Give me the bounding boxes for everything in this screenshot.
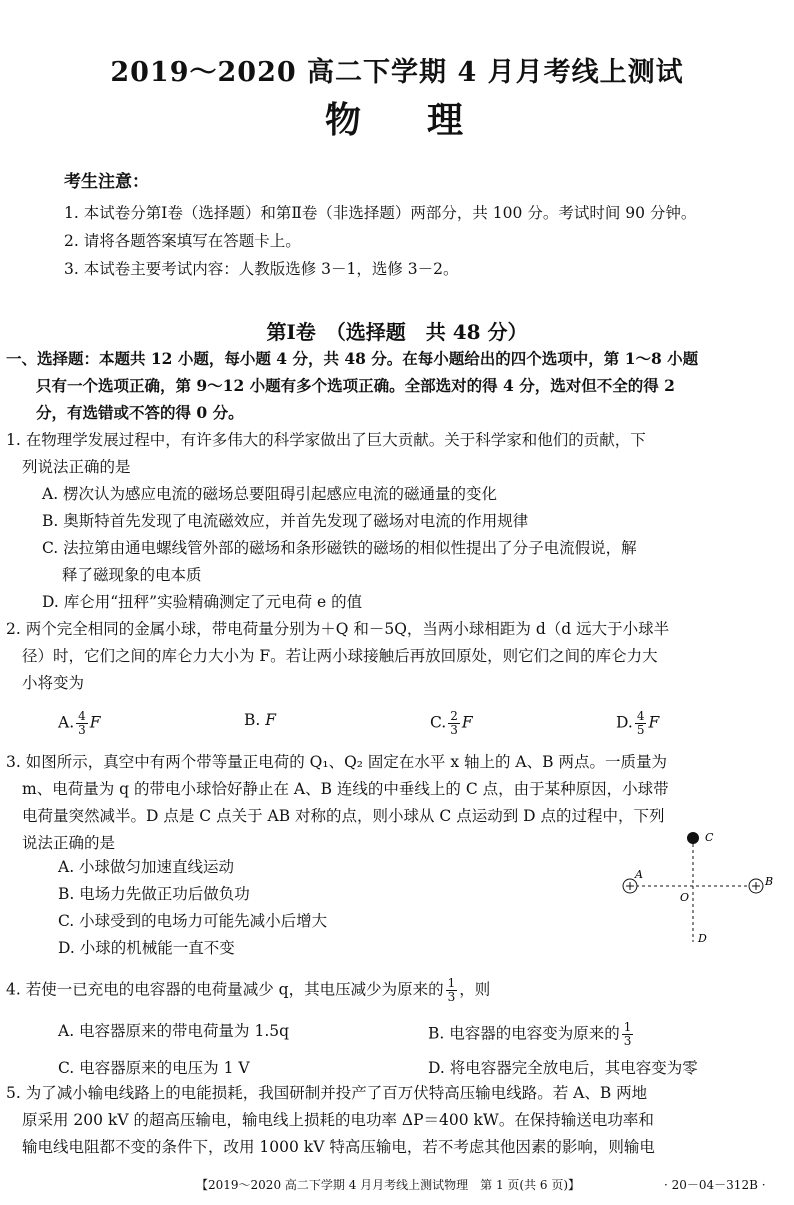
q1-option-a: A. 楞次认为感应电流的磁场总要阻碍引起感应电流的磁通量的变化 [42, 485, 498, 503]
q2-stem-2: 径）时，它们之间的库仑力大小为 F。若让两小球接触后再放回原处，则它们之间的库仑力大 [22, 647, 658, 665]
q3-stem-2: m、电荷量为 q 的带电小球恰好静止在 A、B 连线的中垂线上的 C 点，由于某种原因，小球带 [22, 780, 669, 798]
label-o: O [680, 891, 690, 904]
label-a: A [635, 868, 643, 881]
label-c: C [705, 831, 714, 844]
notice-heading: 考生注意： [64, 172, 149, 192]
label-b: B [765, 875, 774, 888]
q2-option-c: C. $\frac{2}{3}$ F [430, 709, 473, 737]
instructions-line-1: 一、选择题：本题共 12 小题，每小题 4 分，共 48 分。在每小题给出的四个选项中，第 1～8 小题 [6, 349, 699, 368]
q4-option-d: D. 将电容器完全放电后，其电容变为零 [428, 1059, 698, 1077]
subject-char-1: 物 [324, 99, 367, 141]
q3-stem-4: 说法正确的是 [22, 834, 116, 852]
section-title: 第Ⅰ卷 （选择题 共 48 分） [266, 320, 528, 344]
instructions-line-2: 只有一个选项正确，第 9～12 小题有多个选项正确。全部选对的得 4 分，选对但不全的得 2 [36, 376, 675, 395]
footer-code: · 20－04－312B · [664, 1178, 766, 1192]
q4-option-b: B. 电容器的电容变为原来的 $\frac{1}{3}$ [428, 1020, 632, 1048]
instructions-line-3: 分，有选错或不答的得 0 分。 [36, 403, 244, 422]
q5-stem-1: 5. 为了减小输电线路上的电能损耗，我国研制并投产了百万伏特高压输电线路。若 A、B 两地 [6, 1084, 648, 1102]
q2-option-b: B. F [244, 711, 277, 729]
q2-stem-3: 小将变为 [22, 674, 85, 692]
q3-option-d: D. 小球的机械能一直不变 [58, 939, 235, 957]
q2-option-d: D. $\frac{4}{5}$ F [616, 709, 660, 737]
q3-option-b: B. 电场力先做正功后做负功 [58, 885, 250, 903]
q3-option-a: A. 小球做匀加速直线运动 [58, 858, 235, 876]
notice-item-1: 1. 本试卷分第Ⅰ卷（选择题）和第Ⅱ卷（非选择题）两部分，共 100 分。考试时间 90 分钟。 [64, 204, 697, 222]
subject-char-2: 理 [427, 99, 470, 141]
subject-title [0, 92, 794, 143]
q5-stem-2: 原采用 200 kV 的超高压输电，输电线上损耗的电功率 ΔP＝400 kW。在保持输送电功率和 [22, 1111, 654, 1129]
notice-item-2: 2. 请将各题答案填写在答题卡上。 [64, 232, 301, 250]
footer-page-info: 【2019～2020 高二下学期 4 月月考线上测试物理 第 1 页(共 6 页)】 [196, 1178, 581, 1192]
q4-option-a: A. 电容器原来的带电荷量为 1.5q [58, 1022, 290, 1040]
q1-stem-2: 列说法正确的是 [22, 458, 131, 476]
charge-figure [612, 826, 782, 948]
notice-item-3: 3. 本试卷主要考试内容：人教版选修 3－1，选修 3－2。 [64, 260, 459, 278]
label-d: D [698, 932, 707, 945]
q4-option-c: C. 电容器原来的电压为 1 V [58, 1059, 250, 1077]
q1-stem-1: 1. 在物理学发展过程中，有许多伟大的科学家做出了巨大贡献。关于科学家和他们的贡献，下 [6, 431, 646, 449]
q3-stem-1: 3. 如图所示，真空中有两个带等量正电荷的 Q₁、Q₂ 固定在水平 x 轴上的 A、B 两点。一质量为 [6, 753, 667, 771]
q3-stem-3: 电荷量突然减半。D 点是 C 点关于 AB 对称的点，则小球从 C 点运动到 D 点的过程中，下列 [22, 807, 665, 825]
q1-option-d: D. 库仑用“扭秤”实验精确测定了元电荷 e 的值 [42, 593, 363, 611]
q3-option-c: C. 小球受到的电场力可能先减小后增大 [58, 912, 328, 930]
q1-option-c-1: C. 法拉第由通电螺线管外部的磁场和条形磁铁的磁场的相似性提出了分子电流假说，解 [42, 539, 637, 557]
ball-c [687, 832, 699, 844]
q1-option-b: B. 奥斯特首先发现了电流磁效应，并首先发现了磁场对电流的作用规律 [42, 512, 529, 530]
q2-option-a: A. $\frac{4}{3}$ F [58, 709, 101, 737]
q1-option-c-2: 释了磁现象的电本质 [62, 566, 202, 584]
q4-stem: 4. 若使一已充电的电容器的电荷量减少 q，其电压减少为原来的 $\frac{1}{3}$ ，则 [6, 976, 491, 1004]
exam-title: 2019～2020 高二下学期 4 月月考线上测试 [110, 57, 684, 88]
q2-stem-1: 2. 两个完全相同的金属小球，带电荷量分别为＋Q 和－5Q，当两小球相距为 d（d 远大于小球半 [6, 620, 670, 638]
q5-stem-3: 输电线电阻都不变的条件下，改用 1000 kV 特高压输电，若不考虑其他因素的影响，则输电 [22, 1138, 655, 1156]
